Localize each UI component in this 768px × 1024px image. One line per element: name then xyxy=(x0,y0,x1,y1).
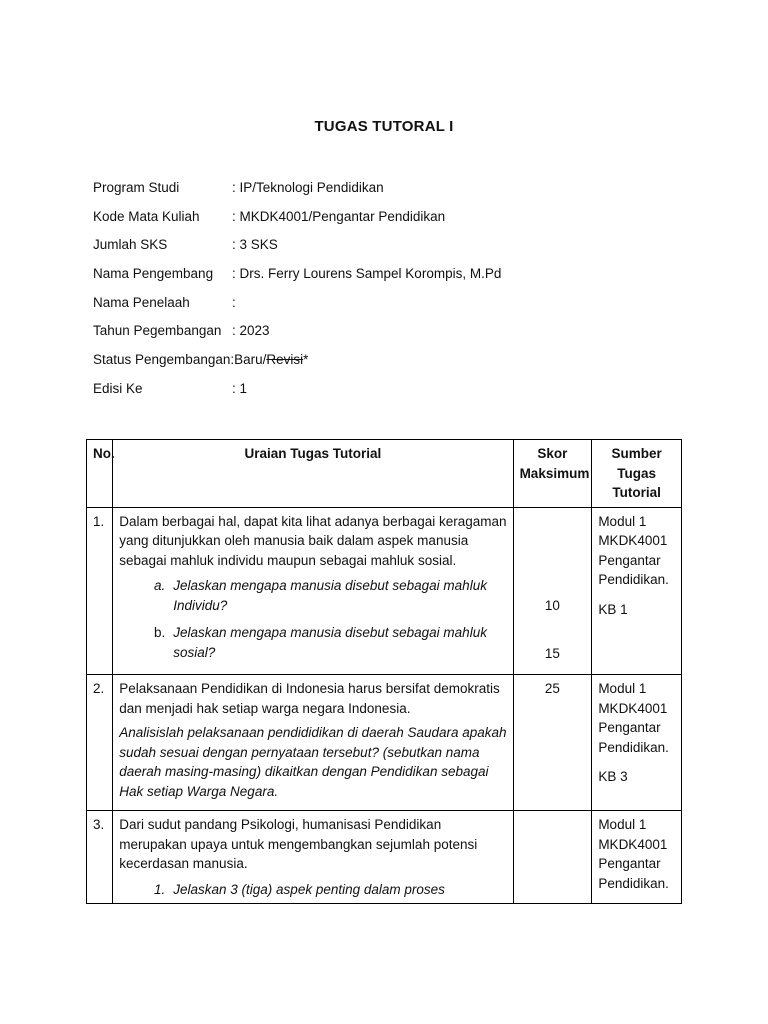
meta-label: Nama Pengembang xyxy=(93,266,214,282)
meta-value: : xyxy=(232,294,236,310)
row-skor xyxy=(513,507,592,675)
meta-label: Program Studi xyxy=(93,180,180,195)
meta-program-studi xyxy=(93,180,501,209)
sumber-line: Pengantar xyxy=(598,720,661,735)
meta-value: : 3 SKS xyxy=(232,237,278,253)
task-instruction: Analisislah pelaksanaan pendididikan di daerah Saudara apakah sudah sesuai dengan pernyataan tersebut? (sebutkan nama daerah masing-masing) dikaitkan dengan Pendidikan sebagai Hak setiap Warga Negara. xyxy=(119,725,507,799)
table-row xyxy=(87,811,682,904)
meta-label: Jumlah SKS xyxy=(93,237,168,253)
item-marker: b. xyxy=(153,625,166,640)
item-marker: 1. xyxy=(153,881,166,897)
meta-jumlah-sks xyxy=(93,237,501,266)
sumber-kb: KB 3 xyxy=(598,769,628,784)
list-item xyxy=(119,880,506,900)
meta-nama-penelaah xyxy=(93,295,501,324)
sumber-line: Pendidikan. xyxy=(598,572,669,587)
list-item xyxy=(119,623,506,662)
meta-value-suffix: * xyxy=(303,352,309,368)
meta-label: Kode Mata Kuliah xyxy=(93,208,200,224)
sumber-line: MKDK4001 xyxy=(598,836,668,852)
item-text: Jelaskan mengapa manusia disebut sebagai mahluk sosial? xyxy=(173,625,487,660)
sumber-line: Pendidikan. xyxy=(598,739,669,755)
list-item xyxy=(119,576,506,615)
item-marker: a. xyxy=(153,578,166,593)
meta-label: Edisi Ke xyxy=(93,380,143,396)
sumber-line: Modul 1 xyxy=(598,817,647,832)
table-header-row xyxy=(87,440,682,508)
meta-nama-pengembang xyxy=(93,266,501,295)
tutorial-task-table xyxy=(86,439,682,904)
row-sumber xyxy=(592,811,682,904)
meta-kode-mata-kuliah xyxy=(93,209,501,238)
row-skor xyxy=(513,811,592,904)
item-text: Jelaskan 3 (tiga) aspek penting dalam proses xyxy=(173,881,445,897)
row-uraian xyxy=(113,811,513,904)
meta-value: : IP/Teknologi Pendidikan xyxy=(232,180,384,195)
header-skor: Skor Maksimum xyxy=(513,440,592,508)
row-skor xyxy=(513,675,592,811)
meta-label: Nama Penelaah xyxy=(93,294,190,310)
header-no: No. xyxy=(87,440,113,508)
meta-edisi-ke xyxy=(93,381,501,410)
meta-value: : Drs. Ferry Lourens Sampel Korompis, M.Pd xyxy=(232,266,502,282)
meta-label: Tahun Pegembangan xyxy=(93,323,222,339)
meta-tahun-pengembangan xyxy=(93,323,501,352)
skor-value-a: 10 xyxy=(544,597,560,613)
sumber-line: MKDK4001 xyxy=(598,533,668,548)
course-info xyxy=(93,180,501,410)
meta-value: : MKDK4001/Pengantar Pendidikan xyxy=(232,208,446,224)
task-items xyxy=(119,576,506,662)
header-uraian: Uraian Tugas Tutorial xyxy=(113,440,513,508)
skor-value-b: 15 xyxy=(544,646,560,661)
meta-value: : 1 xyxy=(232,380,248,396)
item-text: Jelaskan mengapa manusia disebut sebagai mahluk Individu? xyxy=(173,578,487,613)
row-sumber xyxy=(592,675,682,811)
meta-label: Status Pengembangan: xyxy=(93,352,235,368)
sumber-line: Pengantar xyxy=(598,552,661,568)
header-sumber: Sumber Tugas Tutorial xyxy=(592,440,682,508)
row-number: 2. xyxy=(87,675,113,811)
task-intro: Pelaksanaan Pendidikan di Indonesia harus bersifat demokratis dan menjadi hak setiap warga negara Indonesia. xyxy=(119,681,500,716)
sumber-line: MKDK4001 xyxy=(598,700,668,716)
sumber-line: Pendidikan. xyxy=(598,875,669,891)
task-items xyxy=(119,880,506,900)
row-uraian xyxy=(113,507,513,675)
sumber-line: Modul 1 xyxy=(598,681,647,696)
table-row xyxy=(87,675,682,811)
skor-value: 25 xyxy=(544,681,560,696)
task-intro: Dari sudut pandang Psikologi, humanisasi Pendidikan merupakan upaya untuk mengembangkan sejumlah potensi kecerdasan manusia. xyxy=(119,817,478,871)
meta-value: Baru/ xyxy=(234,352,267,368)
task-intro: Dalam berbagai hal, dapat kita lihat adanya berbagai keragaman yang ditunjukkan oleh manusia baik dalam aspek manusia sebagai mahluk individu maupun sebagai mahluk sosial. xyxy=(119,513,507,568)
document-title: TUGAS TUTORAL I xyxy=(314,118,454,135)
sumber-line: Pengantar xyxy=(598,856,661,871)
table-row xyxy=(87,507,682,675)
meta-status-pengembangan xyxy=(93,352,501,381)
meta-value-struck: Revisi xyxy=(266,352,304,368)
sumber-kb: KB 1 xyxy=(598,601,628,617)
meta-value: : 2023 xyxy=(232,323,270,339)
row-sumber xyxy=(592,507,682,675)
row-number: 3. xyxy=(87,811,113,904)
row-number: 1. xyxy=(87,507,113,675)
row-uraian xyxy=(113,675,513,811)
sumber-line: Modul 1 xyxy=(598,513,647,529)
